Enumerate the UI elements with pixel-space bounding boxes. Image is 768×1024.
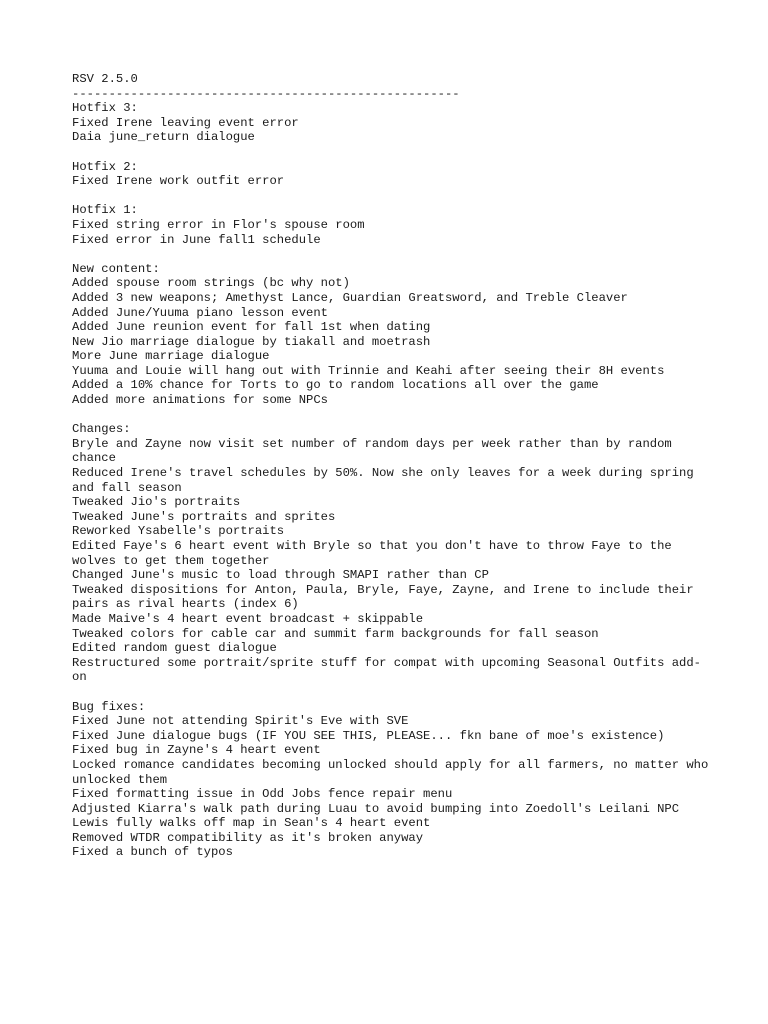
changelog-entry: Changed June's music to load through SMAPI rather than CP xyxy=(72,568,489,583)
section-heading: Hotfix 2: xyxy=(72,159,138,174)
section-spacer xyxy=(72,685,712,700)
changelog-entry: Fixed Irene work outfit error xyxy=(72,174,285,189)
changelog-entry: Adjusted Kiarra's walk path during Luau to avoid bumping into Zoedoll's Leilani NPC xyxy=(72,801,680,816)
section-heading: Hotfix 1: xyxy=(72,203,138,218)
changelog-entry: Fixed error in June fall1 schedule xyxy=(72,232,321,247)
changelog-section xyxy=(72,422,712,685)
changelog-entry: Fixed a bunch of typos xyxy=(72,845,233,860)
section-spacer xyxy=(72,408,712,423)
changelog-entry: Yuuma and Louie will hang out with Trinnie and Keahi after seeing their 8H events xyxy=(72,363,665,378)
changelog-entry: Added a 10% chance for Torts to go to random locations all over the game xyxy=(72,378,599,393)
section-heading: New content: xyxy=(72,261,160,276)
section-heading: Hotfix 3: xyxy=(72,101,138,116)
changelog-section xyxy=(72,101,712,145)
changelog-entry: Lewis fully walks off map in Sean's 4 heart event xyxy=(72,816,431,831)
changelog-entry: Tweaked dispositions for Anton, Paula, Bryle, Faye, Zayne, and Irene to include their pairs as rival hearts (index 6) xyxy=(72,582,701,612)
changelog-entry: Fixed June dialogue bugs (IF YOU SEE THIS, PLEASE... fkn bane of moe's existence) xyxy=(72,728,665,743)
changelog-section xyxy=(72,699,716,861)
changelog-entry: Restructured some portrait/sprite stuff for compat with upcoming Seasonal Outfits add-on xyxy=(72,655,701,685)
changelog-entry: Fixed string error in Flor's spouse room xyxy=(72,217,365,232)
changelog-entry: New Jio marriage dialogue by tiakall and moetrash xyxy=(72,334,431,349)
changelog-entry: Daia june_return dialogue xyxy=(72,130,255,145)
separator-line: ----------------------------------------------------- xyxy=(72,86,460,101)
changelog-sections xyxy=(72,101,716,860)
changelog-entry: Locked romance candidates becoming unlocked should apply for all farmers, no matter who unlocked them xyxy=(72,757,716,787)
changelog-entry: Tweaked Jio's portraits xyxy=(72,495,241,510)
version-title: RSV 2.5.0 xyxy=(72,72,138,86)
changelog-entry: Added June/Yuuma piano lesson event xyxy=(72,305,328,320)
changelog-entry: Fixed formatting issue in Odd Jobs fence repair menu xyxy=(72,787,453,802)
section-spacer xyxy=(72,247,712,262)
changelog-entry: Added spouse room strings (bc why not) xyxy=(72,276,350,291)
section-heading: Changes: xyxy=(72,422,131,437)
changelog-entry: Tweaked colors for cable car and summit farm backgrounds for fall season xyxy=(72,626,599,641)
section-spacer xyxy=(72,189,712,204)
changelog-entry: Added more animations for some NPCs xyxy=(72,393,328,408)
changelog-entry: Fixed Irene leaving event error xyxy=(72,115,299,130)
changelog-document xyxy=(72,72,716,860)
changelog-entry: Bryle and Zayne now visit set number of random days per week rather than by random chance xyxy=(72,436,680,466)
changelog-entry: Removed WTDR compatibility as it's broken anyway xyxy=(72,830,424,845)
changelog-section xyxy=(72,203,712,247)
changelog-entry: More June marriage dialogue xyxy=(72,349,270,364)
changelog-entry: Added June reunion event for fall 1st when dating xyxy=(72,320,431,335)
changelog-entry: Edited random guest dialogue xyxy=(72,641,277,656)
changelog-entry: Added 3 new weapons; Amethyst Lance, Guardian Greatsword, and Treble Cleaver xyxy=(72,290,628,305)
changelog-section xyxy=(72,160,712,189)
changelog-entry: Fixed June not attending Spirit's Eve with SVE xyxy=(72,714,409,729)
changelog-entry: Made Maive's 4 heart event broadcast + skippable xyxy=(72,611,424,626)
changelog-entry: Fixed bug in Zayne's 4 heart event xyxy=(72,743,321,758)
section-heading: Bug fixes: xyxy=(72,699,146,714)
section-spacer xyxy=(72,145,712,160)
changelog-section xyxy=(72,262,712,408)
changelog-entry: Reworked Ysabelle's portraits xyxy=(72,524,285,539)
changelog-entry: Reduced Irene's travel schedules by 50%. Now she only leaves for a week during spring and fall season xyxy=(72,466,701,495)
changelog-entry: Tweaked June's portraits and sprites xyxy=(72,509,336,524)
changelog-entry: Edited Faye's 6 heart event with Bryle so that you don't have to throw Faye to the wolves to get them together xyxy=(72,539,680,568)
